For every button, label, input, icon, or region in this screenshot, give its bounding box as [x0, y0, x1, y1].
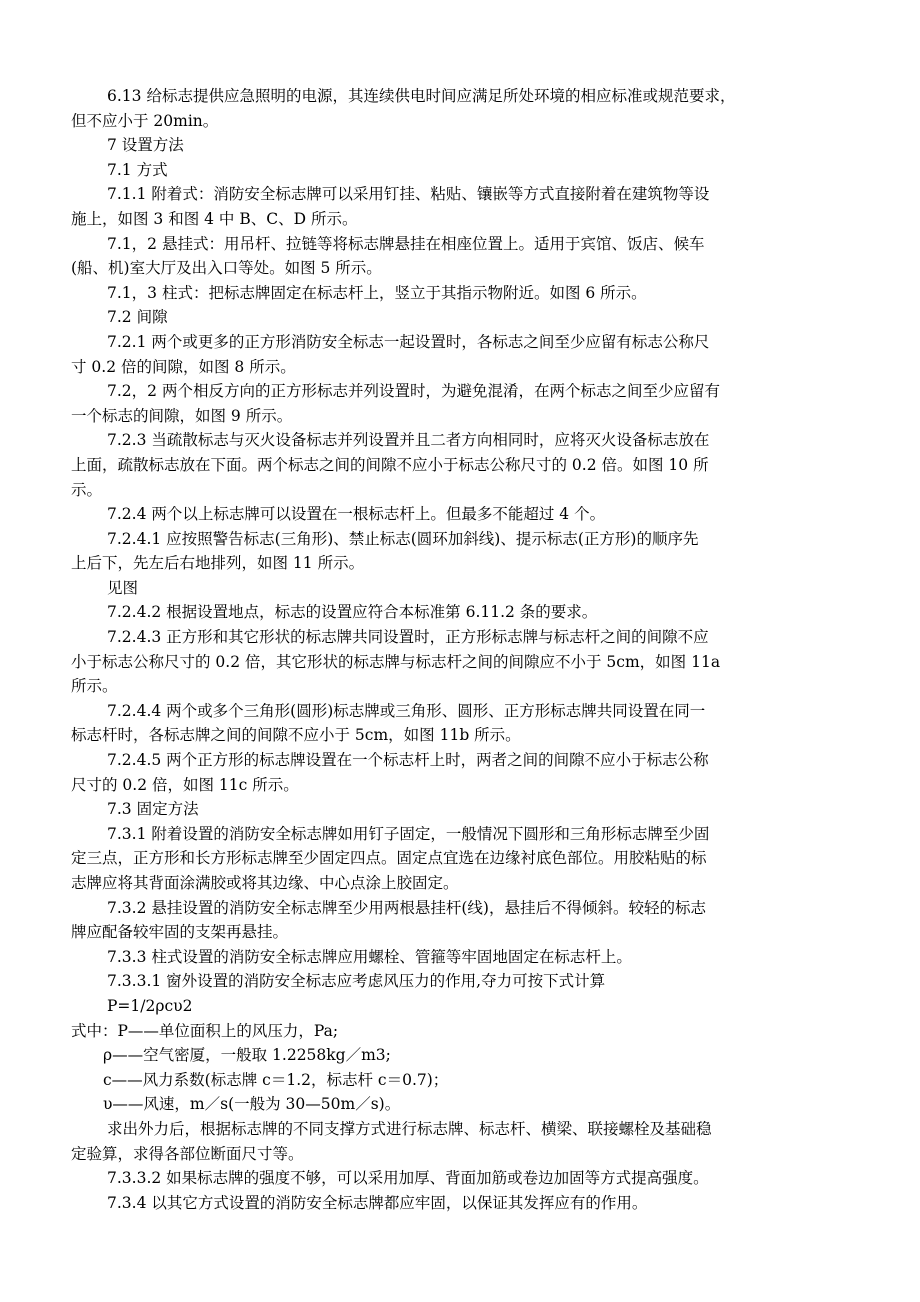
- text-line: c——风力系数(标志牌 c＝1.2，标志杆 c＝0.7)；: [103, 1070, 449, 1089]
- text-line: 7.2.4 两个以上标志牌可以设置在一根标志杆上。但最多不能超过 4 个。: [107, 505, 606, 524]
- text-line: 7.1 方式: [107, 160, 168, 179]
- text-line: 7.2.4.4 两个或多个三角形(圆形)标志牌或三角形、圆形、正方形标志牌共同设置在同一: [107, 701, 706, 720]
- text-line: 志牌应将其背面涂满胶或将其边缘、中心点涂上胶固定。: [71, 874, 459, 892]
- text-line: 7.3.4 以其它方式设置的消防安全标志牌都应牢固，以保证其发挥应有的作用。: [107, 1193, 648, 1212]
- text-line: (船、机)室大厅及出入口等处。如图 5 所示。: [71, 259, 382, 278]
- text-line: 7.3 固定方法: [107, 800, 199, 819]
- text-line: 所示。: [71, 677, 118, 696]
- text-line: 但不应小于 20min。: [71, 111, 219, 130]
- text-line: 小于标志公称尺寸的 0.2 倍，其它形状的标志牌与标志杆之间的间隙应不小于 5cm，如图 11a: [71, 652, 721, 671]
- text-line: 标志杆时，各标志牌之间的间隙不应小于 5cm，如图 11b 所示。: [71, 726, 521, 745]
- text-line: 7 设置方法: [107, 136, 184, 155]
- text-line: 一个标志的间隙，如图 9 所示。: [71, 406, 293, 425]
- text-line: ρ——空气密厦，一般取 1.2258kg／m3;: [103, 1046, 391, 1065]
- text-line: 尺寸的 0.2 倍，如图 11c 所示。: [71, 775, 299, 794]
- text-line: 示。: [71, 480, 103, 499]
- text-line: 上面，疏散标志放在下面。两个标志之间的间隙不应小于标志公称尺寸的 0.2 倍。如图 10 所: [71, 455, 709, 474]
- text-line: 7.2，2 两个相反方向的正方形标志并列设置时，为避免混淆，在两个标志之间至少应留有: [107, 382, 720, 401]
- text-line: 见图: [107, 578, 139, 597]
- text-line: 7.2.4.3 正方形和其它形状的标志牌共同设置时，正方形标志牌与标志杆之间的间隙不应: [107, 628, 709, 647]
- text-line: 7.3.1 附着设置的消防安全标志牌如用钉子固定，一般情况下圆形和三角形标志牌至少固: [107, 824, 710, 843]
- text-line: 7.3.3.1 窗外设置的消防安全标志应考虑风压力的作用,夺力可按下式计算: [107, 972, 606, 991]
- text-line: P=1/2ρcυ2: [107, 996, 193, 1015]
- text-line: 求出外力后，根据标志牌的不同支撑方式进行标志牌、标志杆、横梁、联接螺栓及基础稳: [107, 1119, 712, 1138]
- text-line: 7.2.3 当疏散标志与灭火设备标志并列设置并且二者方向相同时，应将灭火设备标志放在: [107, 431, 710, 450]
- text-line: 定验算，求得各部位断面尺寸等。: [71, 1144, 304, 1163]
- text-line: 牌应配备较牢固的支架再悬挂。: [71, 923, 289, 942]
- text-line: 7.1，3 柱式：把标志牌固定在标志杆上，竖立于其指示物附近。如图 6 所示。: [107, 283, 647, 302]
- text-line: 7.2.4.5 两个正方形的标志牌设置在一个标志杆上时，两者之间的间隙不应小于标志公称: [107, 751, 709, 770]
- text-line: 7.2 间隙: [107, 308, 168, 327]
- text-line: 7.2.1 两个或更多的正方形消防安全标志一起设置时，各标志之间至少应留有标志公称尺: [107, 332, 710, 351]
- text-line: 施上，如图 3 和图 4 中 B、C、D 所示。: [71, 209, 358, 228]
- text-line: 7.3.2 悬挂设置的消防安全标志牌至少用两根悬挂杆(线)，悬挂后不得倾斜。较轻的标志: [107, 898, 706, 917]
- text-line: 定三点，正方形和长方形标志牌至少固定四点。固定点宜选在边缘衬底色部位。用胶粘贴的标: [71, 849, 707, 868]
- text-line: 7.2.4.1 应按照警告标志(三角形)、禁止标志(圆环加斜线)、提示标志(正方形)的顺序先: [107, 529, 699, 548]
- text-line: 7.3.3 柱式设置的消防安全标志牌应用螺栓、管箍等牢固地固定在标志杆上。: [107, 947, 632, 966]
- text-line: 6.13 给标志提供应急照明的电源，其连续供电时间应满足所处环境的相应标准或规范要求，: [107, 87, 736, 105]
- text-line: 7.2.4.2 根据设置地点，标志的设置应符合本标准第 6.11.2 条的要求。: [107, 603, 598, 622]
- text-line: 式中：P——单位面积上的风压力，Pa;: [71, 1021, 339, 1040]
- text-line: 7.3.3.2 如果标志牌的强度不够，可以采用加厚、背面加筋或卷边加固等方式提高强度。: [107, 1169, 709, 1188]
- text-line: 上后下，先左后右地排列，如图 11 所示。: [71, 554, 365, 573]
- text-line: υ——风速，m／s(一般为 30—50m／s)。: [103, 1095, 401, 1114]
- document-page: [71, 84, 861, 1215]
- text-line: 7.1，2 悬挂式：用吊杆、拉链等将标志牌悬挂在相座位置上。适用于宾馆、饭店、候车: [107, 234, 705, 253]
- text-line: 7.1.1 附着式：消防安全标志牌可以采用钉挂、粘贴、镶嵌等方式直接附着在建筑物等设: [107, 185, 710, 204]
- text-line: 寸 0.2 倍的间隙，如图 8 所示。: [71, 357, 296, 376]
